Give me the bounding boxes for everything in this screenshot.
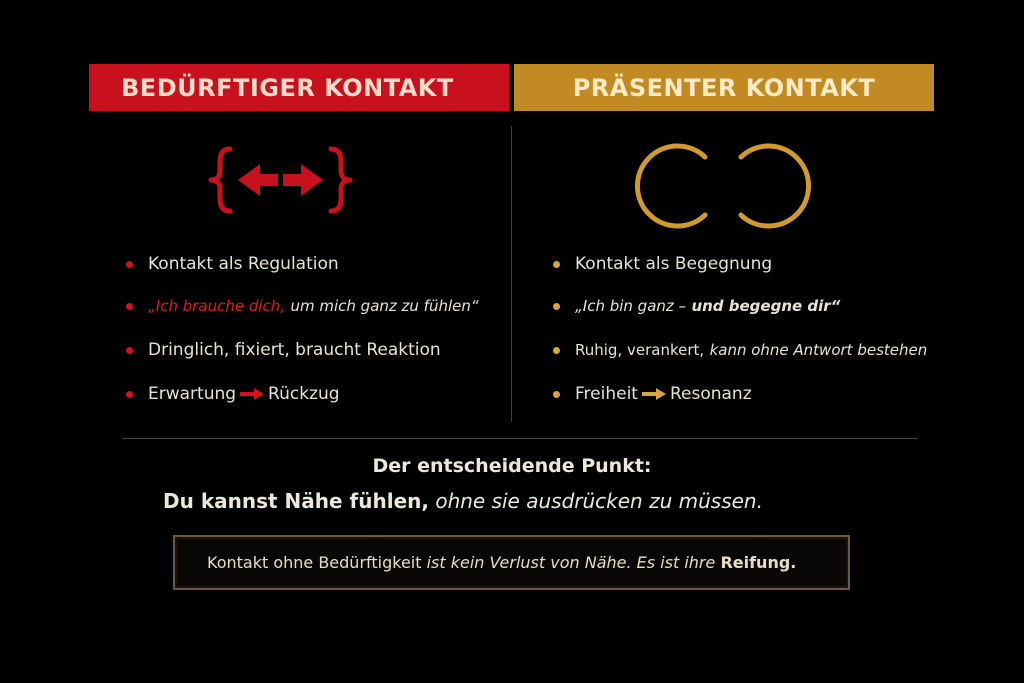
header-present-contact-label: PRÄSENTER KONTAKT	[572, 73, 876, 102]
quote-box	[173, 535, 850, 590]
vertical-divider	[511, 126, 512, 422]
list-item	[126, 296, 479, 316]
arrow-right-icon	[239, 388, 265, 400]
list-item	[553, 296, 840, 316]
bullet-text: Erwartung	[148, 384, 237, 404]
bullet-text: um mich ganz zu fühlen“	[290, 297, 479, 315]
quote-part: Kontakt ohne Bedürftigkeit	[207, 553, 422, 572]
arrow-right-icon	[641, 388, 667, 400]
decisive-point-title: Der entscheidende Punkt:	[372, 455, 652, 477]
list-item	[553, 254, 772, 274]
bullet-dot	[126, 303, 133, 310]
bidirectional-arrows-in-braces-icon	[208, 145, 353, 215]
header-present-contact	[514, 64, 934, 111]
two-open-circles-icon	[623, 143, 823, 229]
bullet-text: Dringlich, fixiert, braucht Reaktion	[148, 340, 441, 360]
bullet-text: Kontakt als Begegnung	[575, 254, 773, 274]
list-item	[126, 254, 339, 274]
bullet-dot	[553, 303, 560, 310]
list-item	[126, 384, 340, 404]
bullet-dot	[553, 391, 560, 398]
bullet-dot	[553, 347, 560, 354]
bullet-text: „Ich bin ganz –	[575, 297, 687, 315]
bullet-text: kann ohne Antwort bestehen	[709, 341, 928, 359]
horizontal-divider	[122, 438, 918, 439]
bullet-text: Kontakt als Regulation	[148, 254, 339, 274]
statement-part: Du kannst Nähe fühlen,	[163, 489, 429, 513]
bullet-text-emphasis: und begegne dir“	[691, 297, 841, 315]
bullet-dot	[126, 261, 133, 268]
bullet-dot	[126, 391, 133, 398]
bullet-text: Freiheit	[575, 384, 638, 404]
list-item	[126, 340, 441, 360]
bullet-dot	[553, 261, 560, 268]
bullet-text-highlight: „Ich brauche dich,	[148, 297, 286, 315]
quote-part: ist kein Verlust von Nähe. Es ist ihre	[426, 553, 716, 572]
bullet-text: Resonanz	[669, 384, 752, 404]
list-item	[553, 384, 752, 404]
bullet-text: Rückzug	[268, 384, 340, 404]
statement-part: ohne sie ausdrücken zu müssen.	[435, 489, 763, 513]
header-needy-contact-label: BEDÜRFTIGER KONTAKT	[121, 73, 454, 102]
header-needy-contact	[89, 64, 509, 111]
quote-part: Reifung.	[720, 553, 797, 572]
bullet-text: Ruhig, verankert,	[575, 341, 705, 359]
list-item	[553, 340, 927, 360]
decisive-point-statement	[0, 489, 926, 513]
bullet-dot	[126, 347, 133, 354]
